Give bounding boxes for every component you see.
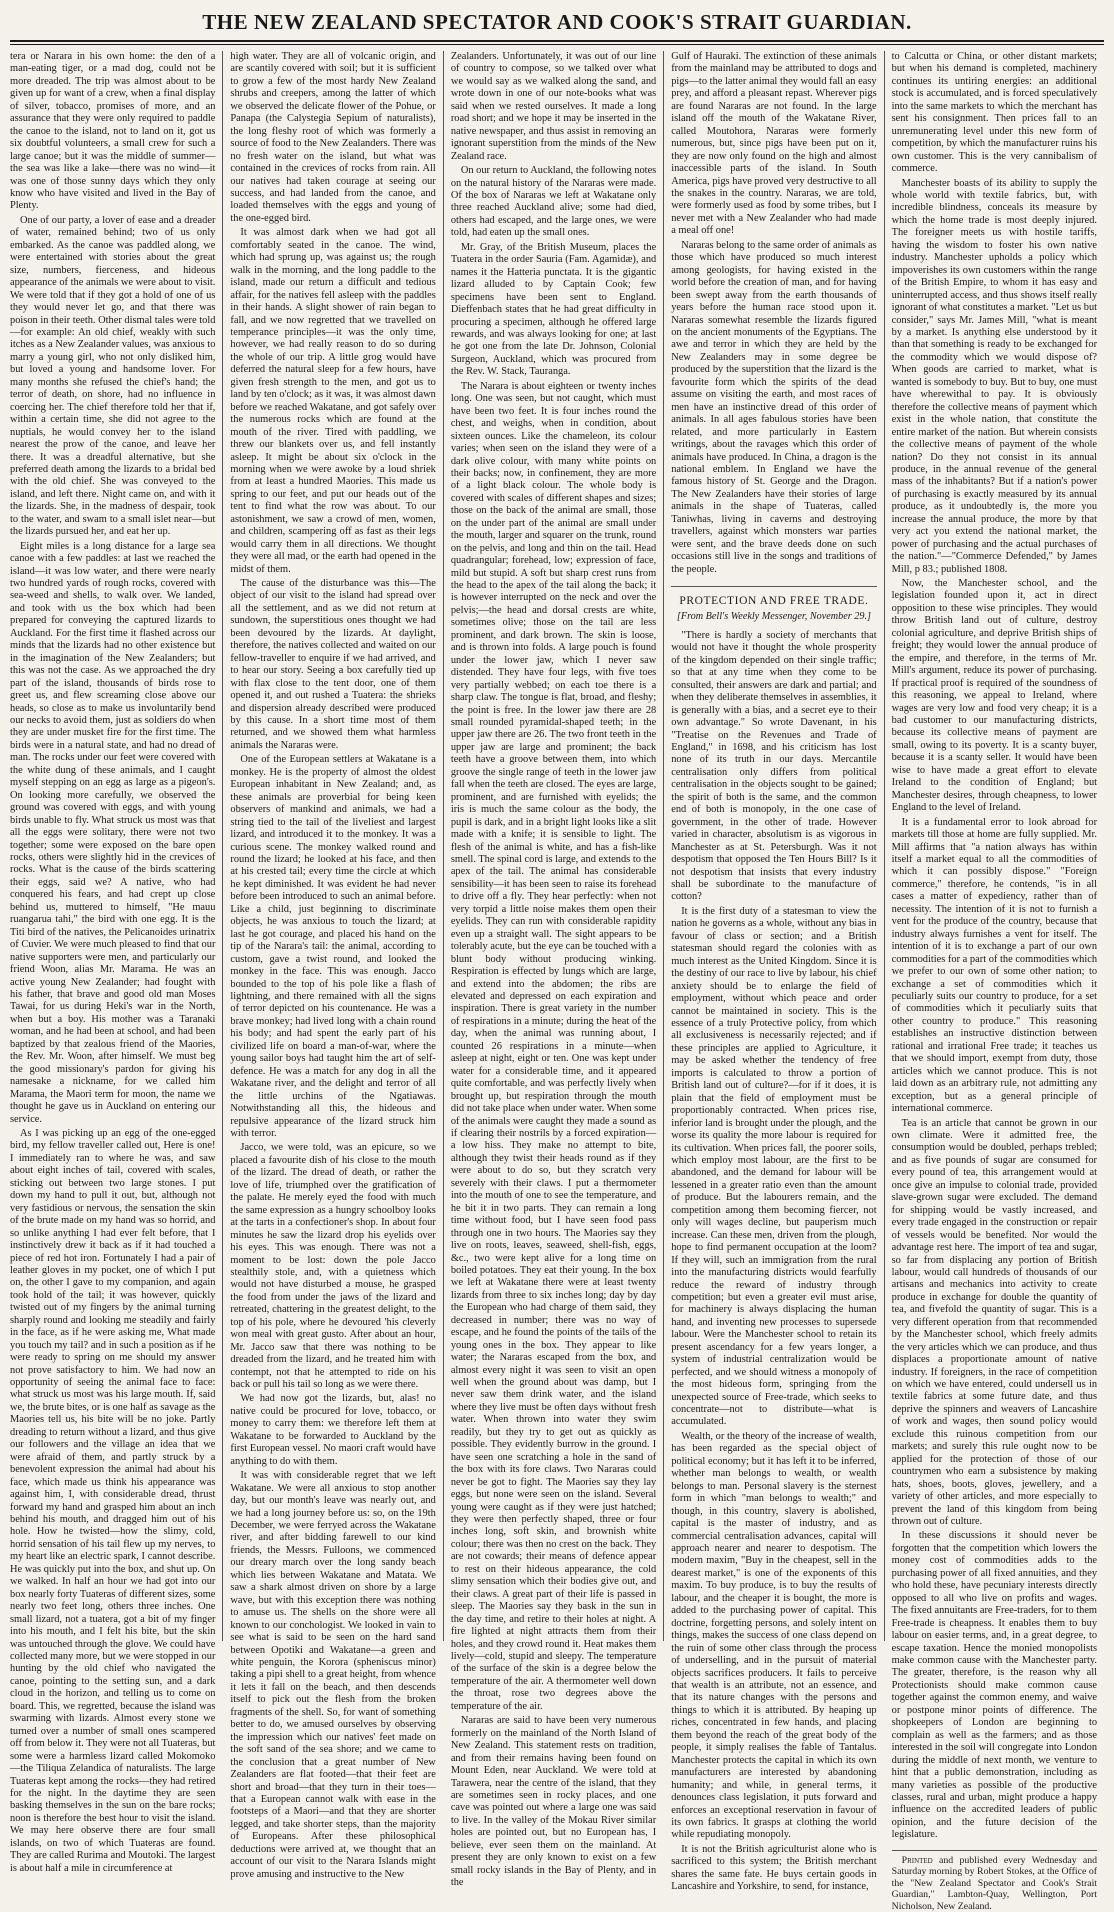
imprint <box>892 1850 1097 1912</box>
paragraph: One of the European settlers at Wakatane is a monkey. He is the property of almost the oldest European inhabitant in New Zealand; and, as these animals are proverbial for being keen observers of mankind and animals, we had a string tied to the tail of the liveliest and largest lizard, and introduced it to the monkey. It was a curious scene. The monkey walked round and round the lizard; he looked at his face, and then at his crested tail; every time the circle at which he kept diminished. It was evident he had never before been introduced to such an animal before. Like a child, just beginning to discriminate objects, he was anxious to touch the lizard; at last he got courage, and placed his hand on the tip of the Narara's tail: the animal, according to custom, gave a twist round, and looked the monkey in the face. This was enough. Jacco bounded to the top of his pole like a flash of lightning, and there remained with all the signs of terror depicted on his countenance. He was a brave monkey; had lived long with a chain round his body; and had spent the early part of his civilized life on board a man-of-war, where the young sailor boys had taught him the art of self-defence. He was a match for any dog in all the Wakatane river, and the delight and terror of all the little urchins of the Ngatiawas. Notwithstanding all this, the hideous and repulsive appearance of the lizard struck him with terror. <box>230 754 436 1139</box>
column-3 <box>444 51 664 1889</box>
paragraph: It is a fundamental error to look abroad for markets till those at home are fully supplied. Mr. Mill affirms that "a nation always has within itself a market equal to all the commodities of which it can possibly dispose." "Foreign commerce," therefore, he contends, "is in all cases a matter of expediency, rather than of necessity. The intention of it is not to furnish a vent for the produce of the country, because that industry always furnishes a vent for itself. The intention of it is to exchange a part of our own commodities for a part of the commodities which we prefer to our own of some other nation; to exchange a set of commodities which it peculiarly suits our country to produce, for a set of commodities which it peculiarly suits that other country to produce." This reasoning establishes an instructive distinction between rational and irrational Free trade; it teaches us that we should import, exempt from duty, those articles which we cannot produce. This is not laid down as an arbitrary rule, not admitting any exception, but as a general principle of international commerce. <box>891 816 1098 1115</box>
article-headline: PROTECTION AND FREE TRADE. <box>671 586 876 607</box>
paragraph: Eight miles is a long distance for a large sea canoe with a few paddles: at last we reached the island—it was low water, and there were nearly two hundred yards of rough rocks, covered with sea-weed and shells, to walk over. We landed, and took with us the box which had been prepared for conveying the captured lizards to Auckland. For the first time it flashed across our minds that the lizards had no other existence but in the imagination of the New Zealanders; but this was not the case. As we approached the dry part of the island, thousands of birds rose to greet us, and flew screaming close above our heads, so close as to make us involuntarily bend our necks to avoid them, just as soldiers do when they are under musket fire for the first time. The birds were in a natural state, and had no dread of man. The rocks under our feet were covered with the white dung of these animals, and I caught myself stepping on an egg as large as a pigeon's. On looking more carefully, we observed the ground was covered with eggs, and with young birds unable to fly. What struck us most was that all the eggs were solitary, there were not two together; some were exposed on the bare open rocks, others were slightly hid in the crevices of rocks. What is the cause of the birds scattering their eggs, said we? A native, who had conquered his fears, and had crept up close behind us, muttered to himself, "He mauu ruangarua tahi," the bird with one egg. It is the Titi bird of the natives, the Pelicanoides urinatrix of Cuvier. We were much pleased to find that our native supporters were men, and particularly our friend Woon, alias Mr. Marama. He was an active young New Zealander; had fought with his father, that brave and good old man Moses Tawai, for us during Heki's war in the North, when but a boy. His mother was a Taranaki woman, and he had been at school, and had been baptized by that zealous friend of the Maories, the Rev. Mr. Woon, after himself. We must beg the good missionary's pardon for giving his namesake a nickname, for we called him Marama, the Maori term for moon, the name we thought he gave us in Auckland on entering our service. <box>10 540 216 1125</box>
paragraph: Jacco, we were told, was an epicure, so we placed a favourite dish of his close to the mouth of the lizard. The dread of death, or rather the love of life, triumphed over the gratification of the palate. He merely eyed the food with much the same expression as a hungry schoolboy looks at the tarts in a confectioner's shop. In about four minutes he saw the lizard drop his eyelids over his eyes. This was enough. There was not a moment to be lost: down the pole Jacco stealthily stole, and, with a quietness which would not have disturbed a mouse, he grasped the food from under the jaws of the lizard and retreated, chattering in the greatest delight, to the top of his pole, where he devoured 'his cleverly won meal with great gusto. After about an hour, Mr. Jacco saw that there was nothing to be dreaded from the lizard, and he treated him with contempt, not that he attempted to ride on his back or pull his tail so long as we were there. <box>230 1142 436 1391</box>
paragraph: Now, the Manchester school, and the legislation founded upon it, act in direct opposition to these wise principles. They would throw British land out of culture, destroy colonial agriculture, and deprive British ships of freight; they would lower the annual produce of the empire, and therefore, in the terms of Mr. Mill's argument, reduce its power of purchasing. If practical proof is required of the soundness of this reasoning, we appeal to Ireland, where wages are very low and food very cheap; it is a bad customer to our manufacturing districts, because its collective means of payment are small, owing to its poverty. It is a scanty buyer, because it is a scanty seller. It would have been wise to have made a great effort to elevate Ireland to the condition of England; but Manchester desires, through cheapness, to lower England to the level of Ireland. <box>891 578 1098 814</box>
column-1 <box>10 51 223 1874</box>
column-4 <box>664 51 884 1893</box>
paragraph: One of our party, a lover of ease and a dreader of water, remained behind; two of us only embarked. As the canoe was paddled along, we were entertained with stories about the great size, numbers, fierceness, and hideous appearance of the animals we were about to visit. We were told that if they got a hold of one of us they would never let go, and that there was poison in their teeth. Other dismal tales were told—for example: An old chief, weakly with such itches as a New Zealander values, was anxious to marry a young girl, who not only disliked him, but loved a young and handsome lover. For many months she refused the chief's hand; the terror of death, on shore, had no influence in coercing her. The chief therefore told her that if, within a certain time, she did not agree to the nuptials, he would convey her to the island nearest the prow of the canoe, and leave her there. It was a dreadful alternative, but she preferred death among the lizards to a bridal bed with the old chief. She was conveyed to the island, and left there. Night came on, and with it the lizards. She, in the madness of despair, took to the water, and swam to a small islet near—but the lizards pursued her, and eat her up. <box>10 214 216 538</box>
paragraph: As I was picking up an egg of the one-egged bird, my fellow traveller called out, Here is one! I immediately ran to where he was, and saw about eight inches of tail, covered with scales, sticking out between two large stones. I put down my hand to pull it out, but, although not very fastidious or nervous, the sensation the skin of the brute made on my hand was so horrid, and so unlike anything I had ever felt before, that I instinctively drew it back as if it had touched a piece of red hot iron. Fortunately I had a pair of leather gloves in my pocket, one of which I put on, the other I gave to my companion, and again took hold of the tail; it was however, quickly twisted out of my fingers by the animal turning sharply round and looking me steadily and fairly in the face, as if he were asking me, What made you touch my tail? and in such a position as if he were ready to spring on me should my answer not prove satisfactory to him. We had now an opportunity of seeing the animal face to face: what struck us most was his large mouth. If, said we, the brute bites, or is one half as savage as the Maories tell us, his bite will be no joke. Partly dreading to return without a lizard, and thus give our followers and the village an idea that we were afraid of them, and partly struck by a benevolent expression the animal had about his face, which made us think his appearance was against him, I, with considerable dread, thrust forward my hand and grasped him about an inch behind his mouth, and dragged him out of his hole. How he twisted—how the slimy, cold, horrid sensation of his tail flew up my nerves, to my heart like an electric spark, I cannot describe. He was quickly put into the box, and shut up. On we walked. In half an hour we had got into our box nearly forty Tuateras of different sizes, some nearly two feet long, others three inches. One small lizard, not a tuatera, got a bit of my finger into his mouth, and I felt his bite, but the skin was untouched through the glove. We could have collected many more, but we were stopped in our hunting by the old chief who navigated the canoe, pointing to the setting sun, and a dark cloud in the horizon, and telling us to come on board. This, we regretted, because the island was swarming with lizards. Almost every stone we turned over a number of small ones scampered off from below it. They were not all Tuateras, but some were a harmless lizard called Mokomoko—the Tiliqua Zelandica of naturalists. The large Tuateras kept among the rocks—they had retired for the night. In the daytime they are seen basking themselves in the sun on the bare rocks; noon is therefore the best hour to visit the island. We may here observe there are four small islands, on two of which Tuateras are found. They are called Rurima and Moutoki. The largest is about half a mile in circumference at <box>10 1127 216 1874</box>
column-2 <box>223 51 443 1880</box>
paragraph: Gulf of Hauraki. The extinction of these animals from the mainland may be attributed to dogs and pigs—to the latter animal they would fall an easy prey, and afford a pleasant repast. Wherever pigs are found Nararas are not found. In the large island off the mouth of the Wakatane River, called Moutohora, Nararas were formerly numerous, but, since pigs have been put on it, they are now only found on the high and almost inaccessible parts of the island. In South America, pigs have proved very destructive to all the snakes in the country. Nararas, we are told, were formerly used as food by some tribes, but I never met with a New Zealander who had made a meal off one! <box>671 51 877 237</box>
imprint-text: and published every Wednesday and Saturday morning by Robert Stokes, at the Office of the "New Zealand Spectator and Cook's Strait Guardian," Lambton-Quay, Wellington, Port Nicholson, New Zealand. <box>891 1854 1098 1912</box>
masthead: THE NEW ZEALAND SPECTATOR AND COOK'S STRAIT GUARDIAN. <box>10 6 1104 42</box>
paragraph: Nararas are said to have been very numerous formerly on the mainland of the North Island of New Zealand. This statement rests on tradition, and from their remains having been found on Mount Eden, near Auckland. We were told at Tarawera, near the centre of the island, that they are sometimes seen in rocky places, and one cave was pointed out where a large one was said to live. In the valley of the Mokau River similar holes are pointed out, but no European has, I believe, ever seen them on the mainland. At present they are only known to exist on a few small rocky islands in the Bay of Plenty, and in the <box>450 1715 657 1889</box>
paragraph: Mr. Gray, of the British Museum, places the Tuatera in the order Sauria (Fam. Agamidæ), and names it the Hatteria punctata. It is the gigantic lizard alluded to by Captain Cook; few specimens have been sent to England. Dieffenbach states that he had great difficulty in procuring a specimen, although he offered large rewards, and was always looking for one; at last he got one from the late Dr. Johnson, Colonial Surgeon, Auckland, which was procured from the Rev. W. Stack, Tauranga. <box>450 241 657 378</box>
columns-container <box>10 51 1104 1912</box>
paragraph: tera or Narara in his own home: the den of a man-eating tiger, or a mad dog, could not be more dreaded. The trip was almost about to be given up for want of a crew, when a final display of silver, tobacco, promises of more, and an assurance that they were only required to paddle the canoe to the island, not to land on it, got us six doubtful volunteers, a small crew for such a large canoe; but it was the middle of summer—the sea was like a lake—there was no wind—it was one of those sunny days which they only know who have visited and lived in the Bay of Plenty. <box>10 51 216 212</box>
paragraph: It is not the British agriculturist alone who is sacrificed to this system; the British merchant shares the same fate. He buys certain goods in Lancashire and Yorkshire, to send, for instance, <box>671 1843 877 1893</box>
paragraph: We had now got the lizards, but, alas! no native could be procured for love, tobacco, or money to carry them: we therefore left them at Wakatane to be forwarded to Auckland by the first European vessel. No maori craft would have anything to do with them. <box>230 1393 436 1467</box>
paragraph: The Narara is about eighteen or twenty inches long. One was seen, but not caught, which must have been two feet. It is four inches round the chest, and weighs, when in condition, about sixteen ounces. Like the chameleon, its colour varies; when seen on the island they were of a dark olive colour, with many white points on their backs; now, in confinement, they are more of a light black colour. The whole body is covered with scales of different shapes and sizes; those on the back of the animal are small, those on the under part of the animal are small under the mouth, larger and squarer on the trunk, round on the pelvis, and long and thin on the tail. Head quadrangular; forehead, low; expression of face, mild but stupid. A soft but sharp crest runs from the head to the apex of the tail along the back; it is however interrupted on the neck and over the pelvis;—the head and dorsal crests are white, sometimes olive; those on the tail are less prominent, and dark brown. The skin is loose, and is thrown into folds. A large pouch is found under the lower jaw, which I never saw distended. They have four legs, with five toes very partially webbed; on each toe there is a sharp claw. The tongue is flat, broad, and fleshy; the point is free. In the lower jaw there are 28 small rounded pyramidal-shaped teeth; in the upper jaw there are 26. The two front teeth in the upper jaw are large and prominent; the back teeth have a groove between them, into which groove the single range of teeth in the lower jaw fall when the teeth are closed. The eyes are large, prominent, and are furnished with eyelids; the iris is much the same colour as the body, the pupil is dark, and in a bright light looks like a slit made with a knife; it is sensible to light. The flesh of the animal is white, and has a fish-like smell. The spinal cord is large, and extends to the apex of the tail. The animal has considerable sensibility—it has been seen to raise its forehead to drive off a fly. They hear perfectly: when not very torpid a little noise makes them open their eyelids. They can run with considerable rapidity even up a straight wall. The sight appears to be tolerably acute, but the eye can be touched with a blunt body without producing winking. Respiration is effected by lungs which are large, and extend into the abdomen; the ribs are elevated and depressed on each expiration and inspiration. There is great variety in the number of respirations in a minute; during the heat of the day, when the animal was running about, I counted 26 respirations in a minute—when asleep at night, eight or ten. One was kept under water for a considerable time, and it appeared quite comfortable, and was perfectly lively when brought up, but respiration through the mouth did not take place when under water. When some of the animals were caught they made a sound as if clearing their nostrils by a forced expiration—a low hiss. They make no attempt to bite, although they twist their heads round as if they were about to do so, but they scratch very severely with their claws. I put a thermometer into the mouth of one to see the temperature, and he bit it in two parts. They can remain a long time without food, but I have seen food pass through one in two hours. The Maories say they live on roots, leaves, seaweed, shell-fish, eggs, &c., two were kept alive for a long time on boiled potatoes. They eat their young. In the box we left at Wakatane there were at least twenty lizards from three to six inches long; day by day the European who had charge of them said, they decreased in number; there was no way of escape, and he found the points of the tails of the young ones in the box. They appear to like water; the Nararas escaped from the box, and almost every night it was seen to visit an open well when the ground about was damp, but I never saw them drink water, and the island where they live must be often days without fresh water. When thrown into water they swim readily, but they try to get out as quickly as possible. They evidently burrow in the ground. I have seen one scratching a hole in the sand of the box with its fore claws. Two Nararas could never be got to fight. The Maories say they lay eggs, but none were seen on the island. Several young were caught as if they were just hatched; they were then perfectly shaped, three or four inches long, soft skin, and brownish white colour; there was then no crest on the back. They are not cowards; their means of defence appear to rest on their hideous appearance, the cold slimy sensation which their bodies give out, and their claws. A great part of their life is passed in sleep. The Maories say they bask in the sun in the day time, and retire to their holes at night. A fire lighted at night attracts them from their holes, and they crowd round it. Heat makes them lively—cold, stupid and sleepy. The temperature of the surface of the skin is a degree below the temperature of the air. A thermometer well down the throat, rose two degrees above the temperature of the air. <box>450 380 657 1712</box>
column-5-body <box>892 51 1097 1842</box>
imprint-prefix: Printed <box>901 1854 933 1866</box>
paragraph: It was almost dark when we had got all comfortably seated in the canoe. The wind, which had sprung up, was against us; the rough walk in the morning, and the long paddle to the island, made our return a difficult and tedious affair, for the natives fell asleep with the paddles in their hands. A slight shower of rain began to fall, and we now regretted that we travelled on temperance principles—it was the only time, however, we had really reason to do so during the whole of our trip. A little grog would have deferred the natural sleep for a few hours, have given fresh strength to the men, and got us to land by ten o'clock; as it was, it was almost dawn before we reached Wakatane, and got safely over the numerous rocks which are found at the mouth of the river. Tired with paddling, we threw our blankets over us, and fell instantly asleep. It might be about six o'clock in the morning when we were awoke by a loud shriek from at least a hundred Maories. This made us spring to our feet, and put our heads out of the tent to find what the row was about. To our astonishment, we saw a crowd of men, women, and children, scampering off as fast as their legs would carry them in all directions. We thought they were all mad, or the earth had opened in the midst of them. <box>230 227 436 575</box>
paragraph: The cause of the disturbance was this—The object of our visit to the island had spread over all the settlement, and as we did not return at sundown, the superstitious ones thought we had been devoured by the lizards. At daylight, therefore, the natives collected and waited on our fellow-traveller to enquire if we had arrived, and to hear our story. Seeing a box carefully tied up with flax close to the tent door, one of them opened it, and out rushed a Tuatera: the shrieks and dispersion already described were produced by this cause. In a short time most of them returned, and we showed them what harmless animals the Nararas were. <box>230 578 436 751</box>
paragraph: "There is hardly a society of merchants that would not have it thought the whole prosperity of the kingdom depended on their single traffic; so that at any time when they come to be consulted, their answers are dark and partial; and when they deliberate themselves in assemblies, it is generally with a bias, and a secret eye to their own advantage." So wrote Davenant, in his "Treatise on the Revenues and Trade of England," in 1698, and his criticism has lost none of its truth in our days. Mercantile centralisation only differs from political centralisation in the objects sought to be gained; the spirit of both is the same, and the common end of both is monopoly, in the one case of government, in the other of trade. However varied in character, absolutism is as vigorous in Manchester as at St. Petersburgh. Was it not despotism that opposed the Ten Hours Bill? Is it not despotism that insists that every industry shall be subordinate to the manufacture of cotton? <box>671 629 877 903</box>
paragraph: It was with considerable regret that we left Wakatane. We were all anxious to stop another day, but our month's leave was nearly out, and we had a long journey before us: so, on the 19th December, we were ferryed across the Wakatane river, and after bidding farewell to our kind friends, the Messrs. Fulloons, we commenced our dreary march over the long sandy beach which lies between Wakatane and Matata. We saw a shark almost driven on shore by a large wave, but with this exception there was nothing to amuse us. The shells on the shore were all known to our conchologist. We looked in vain to see what is said to be seen on the hard sand between Opotiki and Wakatane—a green and white penguin, the Korora (spheniscus minor) taking a pipi shell to a great height, from whence it lets it fall on the beach, and then descends itself to pick out the flesh from the broken fragments of the shell. So, for want of something better to do, we amused ourselves by observing the impression which our natives' feet made on the soft sand of the sea shore; and we came to the conclusion that a great number of New Zealanders are flat footed—that their feet are short and broad—that they turn in their toes—that a European cannot walk with ease in the footsteps of a Maori—and that they are shorter legged, and take shorter steps, than the majority of Europeans. After these philosophical deductions were arrived at, we thought that an account of our visit to the Narara Islands might prove amusing and instructive to the New <box>230 1470 436 1880</box>
paragraph: to Calcutta or China, or other distant markets; but when his demand is completed, machinery continues its untiring energies: an additional stock is accumulated, and is forced speculatively into the same markets to which the merchant has sent his consignment. Then prices fall to an unremunerating level under this new form of competition, by which the manufacturer ruins his own customer. This is the very cannibalism of commerce. <box>891 51 1098 175</box>
masthead-rule <box>10 44 1104 45</box>
paragraph: Wealth, or the theory of the increase of wealth, has been regarded as the special object of political economy; but it has left it to be inferred, whether man belongs to wealth, or wealth belongs to man. Personal slavery is the sternest form in which "man belongs to wealth;" and though, in this country, slavery is abolished, capital is the master of industry, and as commercial centralisation advances, capital will approach nearer and nearer to despotism. The modern maxim, "Buy in the cheapest, sell in the dearest market," is one of the exponents of this maxim. To buy produce, is to buy the results of labour, and the cheaper it is bought, the more is added to the purchasing power of capital. This doctrine, forgetting persons, and solely intent on things, makes the success of one class depend on the ruin of some other class through the process of underselling, and in the pursuit of material objects sacrifices producers. It fails to perceive that wealth is an attribute, not an essence, and that its nature changes with the persons and things to which it is attributed. By heaping up riches, concentrated in few hands, and placing them beyond the reach of the great body of the people, it simply realises the fable of Tantalus. Manchester protects the capital in which its own manufacturers are interested by abandoning humanity; and while, in general terms, it denounces class legislation, it puts forward and enforces an exceptional reservation in favour of its own fabrics. It grasps at clothing the world while repudiating monopoly. <box>671 1430 877 1841</box>
paragraph: Zealanders. Unfortunately, it was out of our line of country to compose, so we talked over what we would say as we walked along the sand, and wrote down in one of our note-books what was said when we rested ourselves. It made a long road short; and we hope it may be inserted in the native newspaper, and thus assist in removing an ignorant superstition from the minds of the New Zealand race. <box>450 51 657 162</box>
paragraph: In these discussions it should never be forgotten that the competition which lowers the money cost of commodities adds to the purchasing power of all fixed annuities, and they who hold these, have pecuniary interests directly opposed to all who live on profits and wages. The fixed annuitants are Free-traders, for to them Free-trade is cheapness. It enables them to buy labour on easier terms, and, in a great degree, to escape taxation. Hence the monied monopolists make common cause with the Manchester party. The greater, therefore, is the reason why all Protectionists should make common cause together against the common enemy, and waive or postpone minor points of difference. The shopkeepers of London are beginning to complain as well as the farmers; and as those interested in the soil will congregate into London during the middle of next month, we venture to hint that a public demonstration, including as many varieties as possible of the productive classes, rural and urban, might produce a happy influence on the accredited leaders of public opinion, and the future decision of the legislature. <box>891 1530 1098 1841</box>
paragraph: It is the first duty of a statesman to view the nation he governs as a whole, without any bias in favour of class or section; and a British statesman should regard the colonies with as much interest as the United Kingdom. Since it is the destiny of our race to live by labour, his chief anxiety should be to enlarge the field of employment, without which peace and order cannot be maintained in society. This is the essence of a truly Protective policy, from which all exclusiveness is necessarily rejected; and if these principles are applied to Agriculture, it may be asked whether the tendency of free imports is calculated to throw a portion of British land out of culture?—for if it does, it is plain that the field of employment must be proportionably contracted. When prices rise, inferior land is brought under the plough, and the worse its quality the more labour is required for its cultivation. When prices fall, the poorer soils, which employ most labour, are the first to be abandoned, and the demand for labour will be lessened in a greater ratio even than the amount of produce. But the labourers remain, and the competition among them becoming fiercer, not only will wages decline, but pauperism much increase. Can these men, driven from the plough, hope to find permanent occupation at the loom? If they will, such an immigration from the rural into the manufacturing districts would fearfully reduce the reward of industry through competition; but even a greater evil must arise, for machinery is always displacing the human hand, and inventing new processes to supersede labour. Were the Manchester school to retain its present ascendancy for a few years longer, a system of industrial centralization would be perfected, and we should witness a monopoly of the most hideous form, springing from the unexpected source of Free-trade, which seeks to concentrate—not to distribute—what is accumulated. <box>671 905 877 1428</box>
paragraph: Nararas belong to the same order of animals as those which have produced so much interest among geologists, for having existed in the world before the creation of man, and for having been swept away from the earth thousands of years before the human race stood upon it. Nararas somewhat resemble the lizards figured on the ancient monuments of the Egyptians. The awe and terror in which they are held by the New Zealanders may in some degree be produced by the superstition that the lizard is the favourite form which the spirits of the dead assume on visiting the earth, and most races of men have an instinctive dread of this order of animals. In all ages fabulous stories have been related, and more particularly in Eastern writings, about the ravages which this order of animals have produced. In China, a dragon is the national emblem. In England we have the famous history of St. George and the Dragon. The New Zealanders have their stories of large animals in the shape of Tuateras, called Taniwhas, living in caverns and destroying travellers, against which monsters war parties were sent, and the brave deeds done on such occasions still live in the songs and traditions of the people. <box>671 239 877 575</box>
article-source: [From Bell's Weekly Messenger, November 29.] <box>676 611 871 623</box>
paragraph: Manchester boasts of its ability to supply the whole world with textile fabrics, but, with incredible blindness, conceals its measure by which the home trade is most deeply injured. The foreigner meets us with hostile tariffs, having the wisdom to foster his own native industry. Manchester upholds a policy which impoverishes its own customers within the range of the British Empire, to whom it has easy and uninterrupted access, and thus shows itself really ignorant of what constitutes a market. "Let us but consider," says Mr. James Mill, "what is meant by a market. Is anything else understood by it than that something is ready to be exchanged for the commodity which we would dispose of? When goods are carried to market, what is wanted is somebody to buy. But to buy, one must have wherewithal to pay. It is obviously therefore the collective means of payment which exist in the whole nation, that constitute the entire market of the nation. But wherein consists the collective means of payment of the whole nation? Do they not consist in its annual produce, in the annual revenue of the general mass of the inhabitants? But if a nation's power of purchasing is exactly measured by its annual produce, as it undoubtedly is, the more you increase the annual produce, the more by that very act you extend the national market, the power of purchasing and the actual purchases of the nation."—"Commerce Defended," by James Mill, p 83.; published 1808. <box>891 177 1098 575</box>
column-5 <box>885 51 1104 1912</box>
paragraph: Tea is an article that cannot be grown in our own climate. Were it admitted free, the consumption would be doubled, perhaps trebled; and as five pounds of sugar are consumed for every pound of tea, this arrangement would at once give an impulse to colonial trade, provided slave-grown sugar were excluded. The demand for shipping would be vastly increased, and every trade engaged in the construction or repair of vessels would be benefited. Nor would the advantage rest here. The import of tea and sugar, so far from displacing any portion of British labour, would call hundreds of thousands of our artisans and mechanics into activity to create produce in exchange for double the quantity of tea, and fivefold the quantity of sugar. This is a very different operation from that recommended by the Manchester school, which freely admits the very articles which we can produce, and thus displaces a proportionate amount of native industry. If foreigners, in the race of competition on which we have entered, could undersell us in textile fabrics at some future date, and thus deprive the spinners and weavers of Lancashire of work and wages, then sound policy would exclude this ruinous competition from our markets; and surely this rule ought now to be applied for the protection of those of our countrymen who earn a subsistence by making hats, shoes, boots, gloves, jewellery, and a variety of other articles, and more especially to prevent the land of this kingdom from being thrown out of culture. <box>891 1117 1098 1528</box>
paragraph: high water. They are all of volcanic origin, and are scantily covered with soil; but it is sufficient to grow a few of the most hardy New Zealand shrubs and creepers, among the latter of which we observed the delicate flower of the Pohue, or Panapa (the Calystegia Sepium of naturalists), the long fleshy root of which was formerly a source of food to the New Zealanders. There was no fresh water on the island, but what was contained in the crevices of rocks from rain. All our natives had taken courage at seeing our success, and had landed from the canoe, and loaded themselves with the eggs and young of the one-egged bird. <box>230 51 436 224</box>
paragraph: On our return to Auckland, the following notes on the natural history of the Nararas were made. Of the box of Nararas we left at Wakatane only three reached Auckland alive; some had died, others had escaped, and the large ones, we were told, had eaten up the small ones. <box>450 165 657 239</box>
